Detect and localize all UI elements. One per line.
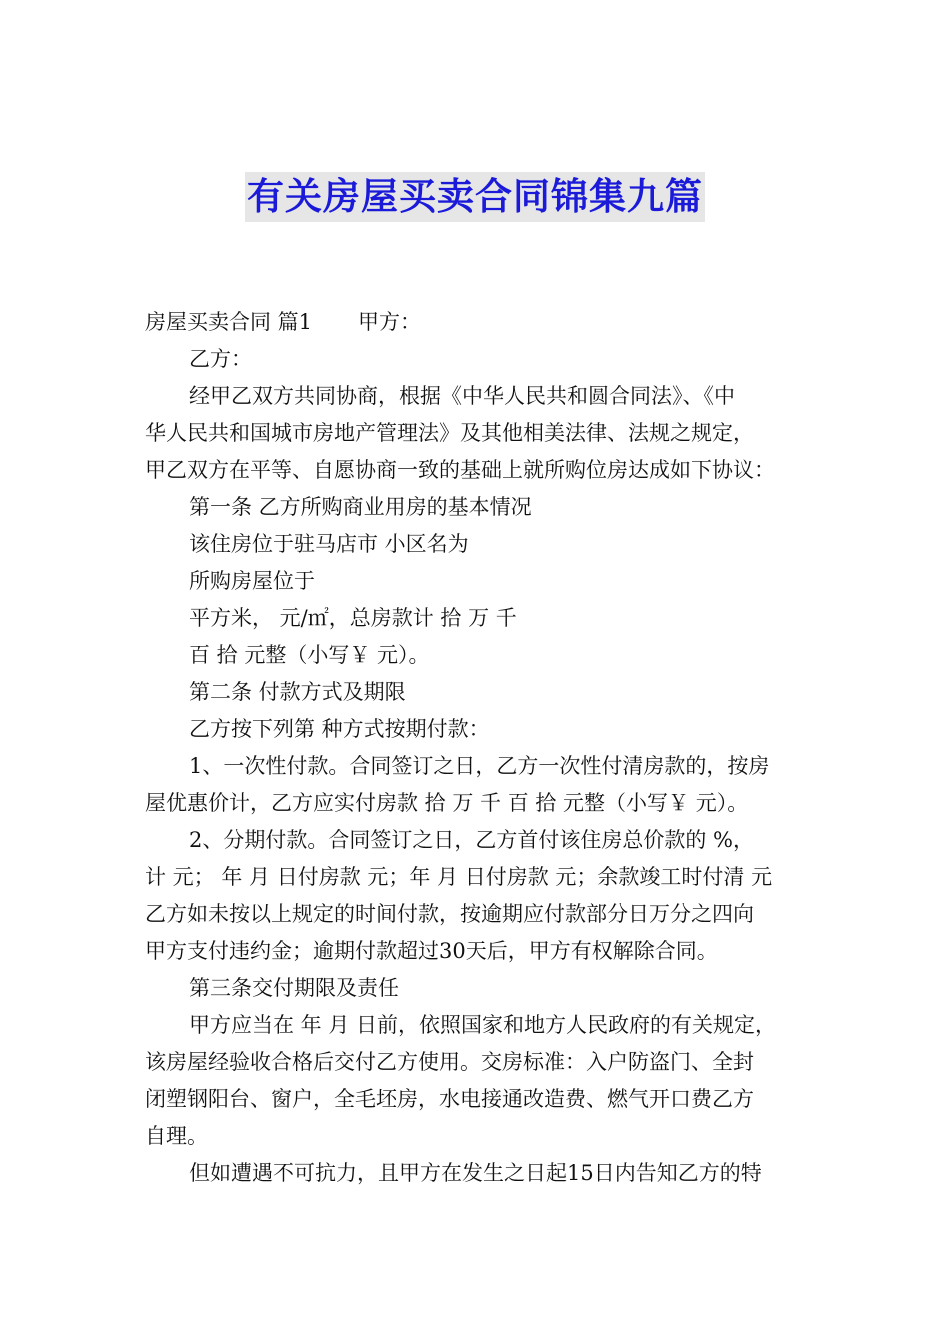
paragraph-line: 闭塑钢阳台、窗户，全毛坯房，水电接通改造费、燃气开口费乙方 [145, 1087, 754, 1111]
paragraph-line: 所购房屋位于 [189, 569, 315, 593]
paragraph-line: 乙方如未按以上规定的时间付款，按逾期应付款部分日万分之四向 [145, 902, 754, 926]
paragraph-line: 屋优惠价计，乙方应实付房款 拾 万 千 百 拾 元整（小写￥ 元）。 [145, 791, 749, 815]
paragraph-line: 百 拾 元整（小写￥ 元）。 [189, 643, 430, 667]
paragraph-line: 2、分期付款。合同签订之日，乙方首付该住房总价款的 %， [189, 828, 754, 852]
paragraph-line: 甲乙双方在平等、自愿协商一致的基础上就所购位房达成如下协议： [145, 458, 775, 482]
paragraph-line: 华人民共和国城市房地产管理法》及其他相美法律、法规之规定， [145, 421, 754, 445]
paragraph-line: 1、一次性付款。合同签订之日，乙方一次性付清房款的，按房 [189, 754, 770, 778]
party-b-label: 乙方： [189, 347, 252, 371]
paragraph-line: 该房屋经验收合格后交付乙方使用。交房标准：入户防盗门、全封 [145, 1050, 754, 1074]
article-one-heading: 第一条 乙方所购商业用房的基本情况 [189, 495, 532, 519]
contract-heading: 房屋买卖合同 篇1 [145, 310, 313, 334]
paragraph-line: 乙方按下列第 种方式按期付款： [189, 717, 490, 741]
paragraph-line: 甲方支付违约金；逾期付款超过30天后，甲方有权解除合同。 [145, 939, 718, 963]
article-two-heading: 第二条 付款方式及期限 [189, 680, 406, 704]
document-title: 有关房屋买卖合同锦集九篇 [245, 172, 705, 222]
paragraph-line: 经甲乙双方共同协商，根据《中华人民共和圆合同法》、《中 [189, 384, 735, 408]
paragraph-line: 平方米， 元/㎡，总房款计 拾 万 千 [189, 606, 517, 630]
document-body [145, 304, 807, 1192]
paragraph-line: 该住房位于驻马店市 小区名为 [189, 532, 469, 556]
party-a-label: 甲方： [358, 310, 422, 334]
paragraph-line: 自理。 [145, 1124, 208, 1148]
paragraph-line: 但如遭遇不可抗力，且甲方在发生之日起15日内告知乙方的特 [189, 1161, 762, 1185]
title-container [0, 172, 950, 222]
contract-heading-line [145, 304, 807, 341]
paragraph-line: 计 元； 年 月 日付房款 元；年 月 日付房款 元；余款竣工时付清 元 [145, 865, 773, 889]
paragraph-line: 甲方应当在 年 月 日前，依照国家和地方人民政府的有关规定， [189, 1013, 777, 1037]
article-three-heading: 第三条交付期限及责任 [189, 976, 399, 1000]
